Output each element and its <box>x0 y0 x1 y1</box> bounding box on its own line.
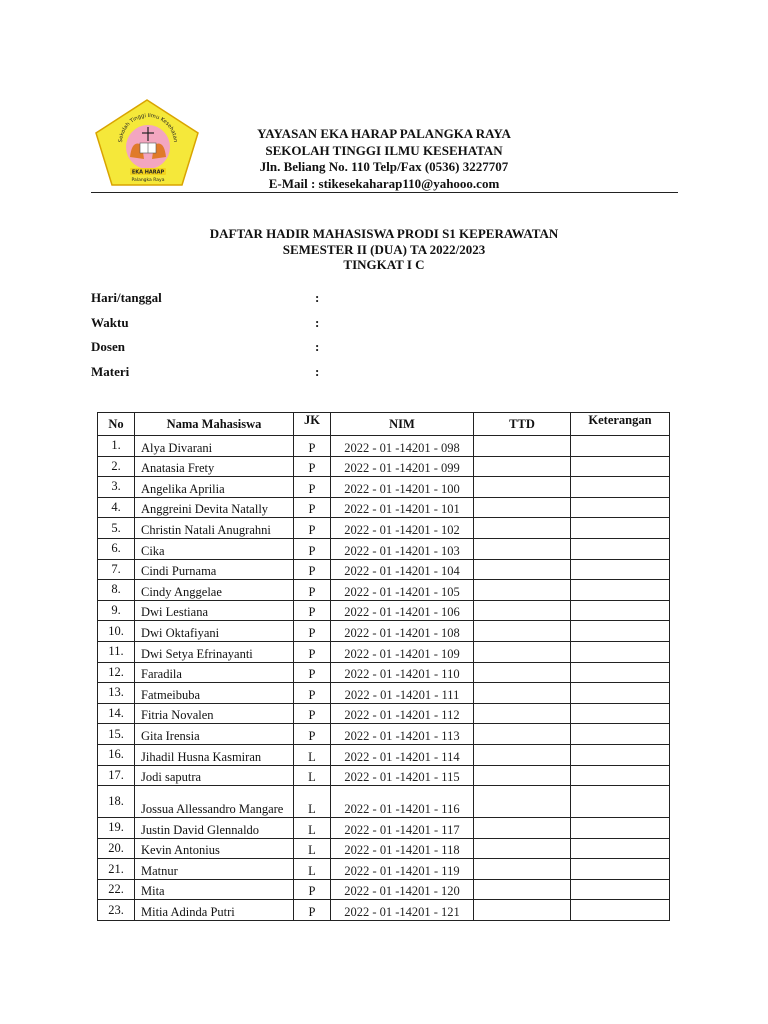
student-name: Christin Natali Anugrahni <box>135 518 294 539</box>
row-number: 13. <box>98 683 135 704</box>
student-name: Anatasia Frety <box>135 456 294 477</box>
signature-cell[interactable] <box>474 662 571 683</box>
logo-city-text: Palangka Raya <box>131 178 165 183</box>
meta-colon: : <box>315 290 320 305</box>
signature-cell[interactable] <box>474 580 571 601</box>
student-nim: 2022 - 01 -14201 - 108 <box>331 621 474 642</box>
title-line-2: SEMESTER II (DUA) TA 2022/2023 <box>282 241 486 257</box>
table-row <box>98 744 670 765</box>
signature-cell[interactable] <box>474 600 571 621</box>
row-number: 7. <box>98 559 135 580</box>
table-row <box>98 538 670 559</box>
school-email: E-Mail : stikesekaharap110@yahooo.com <box>268 175 500 191</box>
table-row <box>98 724 670 745</box>
title-line-3: TINGKAT I C <box>343 257 425 272</box>
student-name: Mitia Adinda Putri <box>135 900 294 921</box>
session-info <box>91 290 391 388</box>
student-gender: P <box>294 477 331 498</box>
header-name: Nama Mahasiswa <box>135 413 294 436</box>
logo-emblem-icon <box>92 97 202 189</box>
student-name: Kevin Antonius <box>135 838 294 859</box>
signature-cell[interactable] <box>474 621 571 642</box>
student-gender: P <box>294 621 331 642</box>
remarks-cell[interactable] <box>571 497 670 518</box>
meta-label: Hari/tanggal <box>91 290 162 305</box>
student-name: Anggreini Devita Natally <box>135 497 294 518</box>
student-gender: L <box>294 744 331 765</box>
logo-banner-text: EKA HARAP <box>131 169 165 176</box>
meta-row-time <box>91 315 391 340</box>
student-nim: 2022 - 01 -14201 - 112 <box>331 703 474 724</box>
remarks-cell[interactable] <box>571 818 670 839</box>
institution-logo <box>92 97 202 189</box>
student-name: Gita Irensia <box>135 724 294 745</box>
remarks-cell[interactable] <box>571 744 670 765</box>
student-gender: P <box>294 456 331 477</box>
foundation-name: YAYASAN EKA HARAP PALANGKA RAYA <box>257 126 511 141</box>
signature-cell[interactable] <box>474 786 571 818</box>
student-name: Cindi Purnama <box>135 559 294 580</box>
remarks-cell[interactable] <box>571 641 670 662</box>
meta-label: Dosen <box>91 339 125 354</box>
student-name: Alya Divarani <box>135 436 294 457</box>
table-row <box>98 518 670 539</box>
table-row <box>98 600 670 621</box>
signature-cell[interactable] <box>474 518 571 539</box>
student-gender: P <box>294 703 331 724</box>
meta-row-material <box>91 364 391 389</box>
student-gender: P <box>294 559 331 580</box>
remarks-cell[interactable] <box>571 703 670 724</box>
student-nim: 2022 - 01 -14201 - 119 <box>331 859 474 880</box>
meta-label: Materi <box>91 363 130 379</box>
student-nim: 2022 - 01 -14201 - 120 <box>331 879 474 900</box>
student-nim: 2022 - 01 -14201 - 115 <box>331 765 474 786</box>
row-number: 12. <box>98 662 135 683</box>
signature-cell[interactable] <box>474 641 571 662</box>
student-name: Justin David Glennaldo <box>135 818 294 839</box>
student-nim: 2022 - 01 -14201 - 099 <box>331 456 474 477</box>
student-gender: P <box>294 580 331 601</box>
table-row <box>98 456 670 477</box>
header-nim: NIM <box>331 413 474 436</box>
student-name: Fatmeibuba <box>135 683 294 704</box>
row-number: 8. <box>98 580 135 601</box>
row-number: 23. <box>98 900 135 921</box>
signature-cell[interactable] <box>474 436 571 457</box>
remarks-cell[interactable] <box>571 838 670 859</box>
student-gender: P <box>294 683 331 704</box>
header-no: No <box>98 413 135 436</box>
signature-cell[interactable] <box>474 497 571 518</box>
row-number: 11. <box>98 641 135 662</box>
row-number: 19. <box>98 818 135 839</box>
student-gender: P <box>294 518 331 539</box>
student-gender: P <box>294 538 331 559</box>
meta-row-lecturer <box>91 339 391 364</box>
attendance-table <box>97 412 670 921</box>
row-number: 16. <box>98 744 135 765</box>
table-header-row <box>98 413 670 436</box>
remarks-cell[interactable] <box>571 600 670 621</box>
header-keterangan: Keterangan <box>571 413 670 436</box>
student-nim: 2022 - 01 -14201 - 101 <box>331 497 474 518</box>
row-number: 14. <box>98 703 135 724</box>
row-number: 1. <box>98 436 135 457</box>
table-row <box>98 497 670 518</box>
table-row <box>98 662 670 683</box>
table-row <box>98 641 670 662</box>
student-name: Dwi Oktafiyani <box>135 621 294 642</box>
student-name: Jihadil Husna Kasmiran <box>135 744 294 765</box>
student-gender: L <box>294 786 331 818</box>
header-divider <box>91 192 678 193</box>
signature-cell[interactable] <box>474 477 571 498</box>
meta-row-date <box>91 290 391 315</box>
header-ttd: TTD <box>474 413 571 436</box>
table-row <box>98 765 670 786</box>
table-row <box>98 703 670 724</box>
row-number: 9. <box>98 600 135 621</box>
row-number: 10. <box>98 621 135 642</box>
student-gender: P <box>294 879 331 900</box>
meta-label: Waktu <box>91 314 129 330</box>
row-number: 3. <box>98 477 135 498</box>
remarks-cell[interactable] <box>571 621 670 642</box>
signature-cell[interactable] <box>474 818 571 839</box>
logo-arc-text: Sekolah Tinggi Ilmu Kesehatan <box>117 112 179 143</box>
school-name: SEKOLAH TINGGI ILMU KESEHATAN <box>265 142 503 158</box>
school-address: Jln. Beliang No. 110 Telp/Fax (0536) 3227707 <box>259 159 509 174</box>
row-number: 20. <box>98 838 135 859</box>
row-number: 22. <box>98 879 135 900</box>
student-nim: 2022 - 01 -14201 - 100 <box>331 477 474 498</box>
student-gender: P <box>294 641 331 662</box>
signature-cell[interactable] <box>474 456 571 477</box>
student-nim: 2022 - 01 -14201 - 118 <box>331 838 474 859</box>
student-name: Cindy Anggelae <box>135 580 294 601</box>
row-number: 6. <box>98 538 135 559</box>
student-nim: 2022 - 01 -14201 - 117 <box>331 818 474 839</box>
student-nim: 2022 - 01 -14201 - 110 <box>331 662 474 683</box>
row-number: 17. <box>98 765 135 786</box>
table-row <box>98 838 670 859</box>
table-row <box>98 436 670 457</box>
student-gender: L <box>294 859 331 880</box>
student-gender: L <box>294 838 331 859</box>
student-name: Jodi saputra <box>135 765 294 786</box>
header-jk: JK <box>294 413 331 436</box>
signature-cell[interactable] <box>474 724 571 745</box>
table-row <box>98 859 670 880</box>
signature-cell[interactable] <box>474 859 571 880</box>
remarks-cell[interactable] <box>571 559 670 580</box>
row-number: 18. <box>98 786 135 818</box>
student-nim: 2022 - 01 -14201 - 116 <box>331 786 474 818</box>
student-nim: 2022 - 01 -14201 - 114 <box>331 744 474 765</box>
signature-cell[interactable] <box>474 683 571 704</box>
meta-colon: : <box>315 314 320 330</box>
remarks-cell[interactable] <box>571 879 670 900</box>
student-nim: 2022 - 01 -14201 - 102 <box>331 518 474 539</box>
meta-colon: : <box>315 339 320 354</box>
remarks-cell[interactable] <box>571 456 670 477</box>
table-row <box>98 580 670 601</box>
student-nim: 2022 - 01 -14201 - 103 <box>331 538 474 559</box>
student-gender: P <box>294 436 331 457</box>
student-nim: 2022 - 01 -14201 - 121 <box>331 900 474 921</box>
row-number: 15. <box>98 724 135 745</box>
student-name: Matnur <box>135 859 294 880</box>
table-row <box>98 559 670 580</box>
student-name: Angelika Aprilia <box>135 477 294 498</box>
row-number: 21. <box>98 859 135 880</box>
remarks-cell[interactable] <box>571 477 670 498</box>
remarks-cell[interactable] <box>571 518 670 539</box>
signature-cell[interactable] <box>474 765 571 786</box>
signature-cell[interactable] <box>474 900 571 921</box>
letterhead <box>200 126 568 192</box>
student-name: Dwi Lestiana <box>135 600 294 621</box>
remarks-cell[interactable] <box>571 859 670 880</box>
student-nim: 2022 - 01 -14201 - 105 <box>331 580 474 601</box>
student-gender: L <box>294 818 331 839</box>
signature-cell[interactable] <box>474 879 571 900</box>
student-name: Mita <box>135 879 294 900</box>
table-row <box>98 477 670 498</box>
student-nim: 2022 - 01 -14201 - 109 <box>331 641 474 662</box>
row-number: 2. <box>98 456 135 477</box>
remarks-cell[interactable] <box>571 538 670 559</box>
student-nim: 2022 - 01 -14201 - 104 <box>331 559 474 580</box>
student-nim: 2022 - 01 -14201 - 106 <box>331 600 474 621</box>
student-name: Fitria Novalen <box>135 703 294 724</box>
signature-cell[interactable] <box>474 744 571 765</box>
signature-cell[interactable] <box>474 559 571 580</box>
student-gender: P <box>294 900 331 921</box>
signature-cell[interactable] <box>474 538 571 559</box>
remarks-cell[interactable] <box>571 683 670 704</box>
student-gender: P <box>294 497 331 518</box>
student-gender: L <box>294 765 331 786</box>
title-line-1: DAFTAR HADIR MAHASISWA PRODI S1 KEPERAWATAN <box>209 226 559 241</box>
table-row <box>98 818 670 839</box>
table-row <box>98 683 670 704</box>
student-nim: 2022 - 01 -14201 - 113 <box>331 724 474 745</box>
student-name: Jossua Allessandro Mangare <box>135 786 294 818</box>
remarks-cell[interactable] <box>571 724 670 745</box>
row-number: 4. <box>98 497 135 518</box>
student-gender: P <box>294 600 331 621</box>
table-row <box>98 786 670 818</box>
remarks-cell[interactable] <box>571 900 670 921</box>
table-body <box>98 436 670 921</box>
document-title <box>140 226 628 273</box>
student-gender: P <box>294 724 331 745</box>
table-row <box>98 900 670 921</box>
student-name: Faradila <box>135 662 294 683</box>
remarks-cell[interactable] <box>571 786 670 818</box>
student-nim: 2022 - 01 -14201 - 098 <box>331 436 474 457</box>
signature-cell[interactable] <box>474 838 571 859</box>
signature-cell[interactable] <box>474 703 571 724</box>
row-number: 5. <box>98 518 135 539</box>
remarks-cell[interactable] <box>571 436 670 457</box>
meta-colon: : <box>315 363 320 379</box>
student-nim: 2022 - 01 -14201 - 111 <box>331 683 474 704</box>
table-row <box>98 879 670 900</box>
student-name: Dwi Setya Efrinayanti <box>135 641 294 662</box>
remarks-cell[interactable] <box>571 662 670 683</box>
student-name: Cika <box>135 538 294 559</box>
table-row <box>98 621 670 642</box>
remarks-cell[interactable] <box>571 765 670 786</box>
student-gender: P <box>294 662 331 683</box>
remarks-cell[interactable] <box>571 580 670 601</box>
